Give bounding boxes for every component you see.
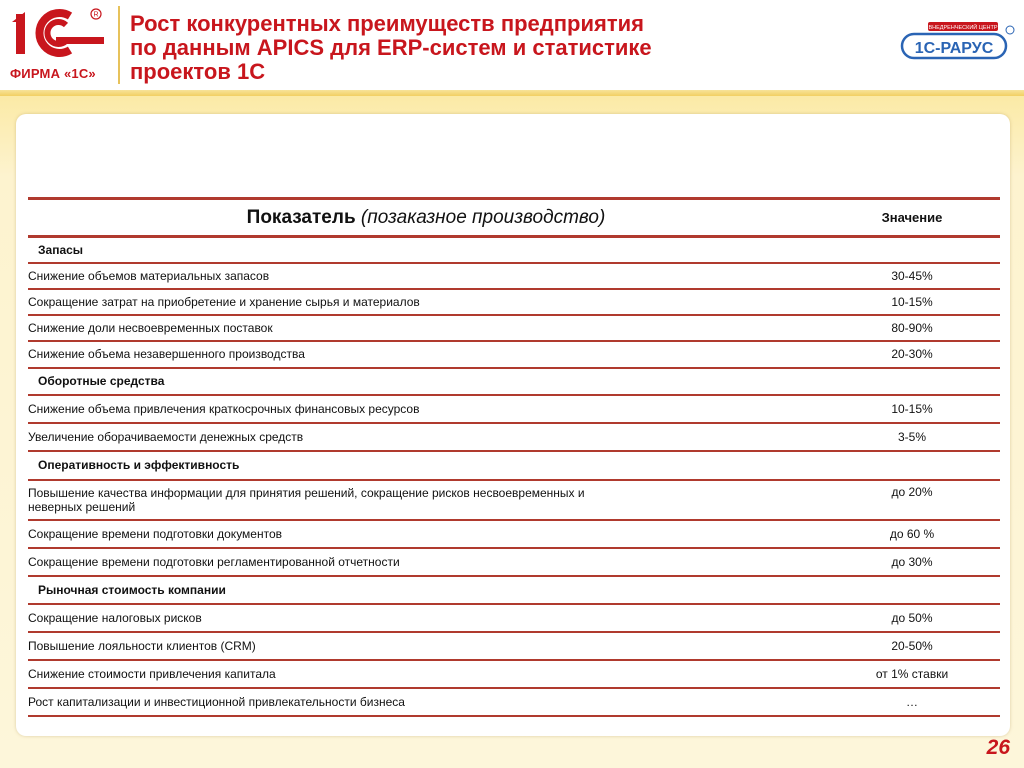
table-header-row xyxy=(28,199,1000,237)
value-cell: от 1% ставки xyxy=(824,660,1000,688)
firma-1c-label: ФИРМА «1С» xyxy=(10,66,96,81)
indicator-cell: Снижение объема незавершенного производства xyxy=(28,341,824,368)
section-title: Оперативность и эффективность xyxy=(28,451,1000,480)
table-row xyxy=(28,480,1000,520)
section-row xyxy=(28,451,1000,480)
indicator-cell: Снижение объема привлечения краткосрочных финансовых ресурсов xyxy=(28,395,824,423)
table-row xyxy=(28,688,1000,716)
table-row xyxy=(28,315,1000,341)
value-header-label: Значение xyxy=(881,210,943,225)
indicator-cell: Повышение лояльности клиентов (CRM) xyxy=(28,632,824,660)
rarus-logo-text: 1С-РАРУС xyxy=(914,40,994,57)
section-row xyxy=(28,576,1000,604)
indicator-cell: Сокращение затрат на приобретение и хранение сырья и материалов xyxy=(28,289,824,315)
title-line-3: проектов 1С xyxy=(130,59,266,84)
indicator-header-italic: (позаказное производство) xyxy=(360,206,606,228)
value-cell: 10-15% xyxy=(824,395,1000,423)
indicator-cell: Снижение стоимости привлечения капитала xyxy=(28,660,824,688)
table-row xyxy=(28,341,1000,368)
table-row xyxy=(28,395,1000,423)
value-cell: 10-15% xyxy=(824,289,1000,315)
value-cell: до 60 % xyxy=(824,520,1000,548)
title-line-1: Рост конкурентных преимуществ предприятия xyxy=(130,11,644,36)
table-row xyxy=(28,548,1000,576)
indicator-cell: Снижение доли несвоевременных поставок xyxy=(28,315,824,341)
rarus-badge-text: ВНЕДРЕНЧЕСКИЙ ЦЕНТР xyxy=(928,25,998,31)
table-row xyxy=(28,660,1000,688)
1c-rarus-logo xyxy=(900,18,1018,66)
page-number: 26 xyxy=(986,736,1010,759)
indicator-cell: Сокращение налоговых рисков xyxy=(28,604,824,632)
table-row xyxy=(28,520,1000,548)
section-title: Оборотные средства xyxy=(28,368,1000,395)
firma-1c-logo xyxy=(10,8,110,82)
indicator-cell: Рост капитализации и инвестиционной привлекательности бизнеса xyxy=(28,688,824,716)
table-row xyxy=(28,289,1000,315)
value-cell: 3-5% xyxy=(824,423,1000,451)
value-cell: 80-90% xyxy=(824,315,1000,341)
indicator-header-bold: Показатель xyxy=(246,206,356,228)
value-cell: 20-30% xyxy=(824,341,1000,368)
value-cell: до 30% xyxy=(824,548,1000,576)
value-cell: 20-50% xyxy=(824,632,1000,660)
value-cell: до 20% xyxy=(824,480,1000,520)
title-line-2: по данным APICS для ERP-систем и статистике xyxy=(130,35,652,60)
section-title: Рыночная стоимость компании xyxy=(28,576,1000,604)
table-row xyxy=(28,423,1000,451)
indicator-cell: Повышение качества информации для принятия решений, сокращение рисков несвоевременных и неверных решений xyxy=(28,480,824,520)
indicator-cell: Сокращение времени подготовки регламентированной отчетности xyxy=(28,548,824,576)
indicator-cell: Увеличение оборачиваемости денежных средств xyxy=(28,423,824,451)
value-header xyxy=(824,199,1000,237)
table-row xyxy=(28,263,1000,289)
indicator-cell: Сокращение времени подготовки документов xyxy=(28,520,824,548)
table-row xyxy=(28,604,1000,632)
section-row xyxy=(28,237,1000,263)
value-cell: 30-45% xyxy=(824,263,1000,289)
rarus-logo-icon xyxy=(900,18,1018,66)
slide-title xyxy=(130,12,770,84)
value-cell: до 50% xyxy=(824,604,1000,632)
section-title: Запасы xyxy=(28,237,1000,263)
indicator-header xyxy=(28,199,824,237)
metrics-table xyxy=(28,197,1000,717)
section-row xyxy=(28,368,1000,395)
svg-text:R: R xyxy=(93,11,99,19)
table-row xyxy=(28,632,1000,660)
1c-logo-mark-icon xyxy=(12,8,106,58)
value-cell: … xyxy=(824,688,1000,716)
header-separator xyxy=(118,6,120,84)
indicator-cell: Снижение объемов материальных запасов xyxy=(28,263,824,289)
